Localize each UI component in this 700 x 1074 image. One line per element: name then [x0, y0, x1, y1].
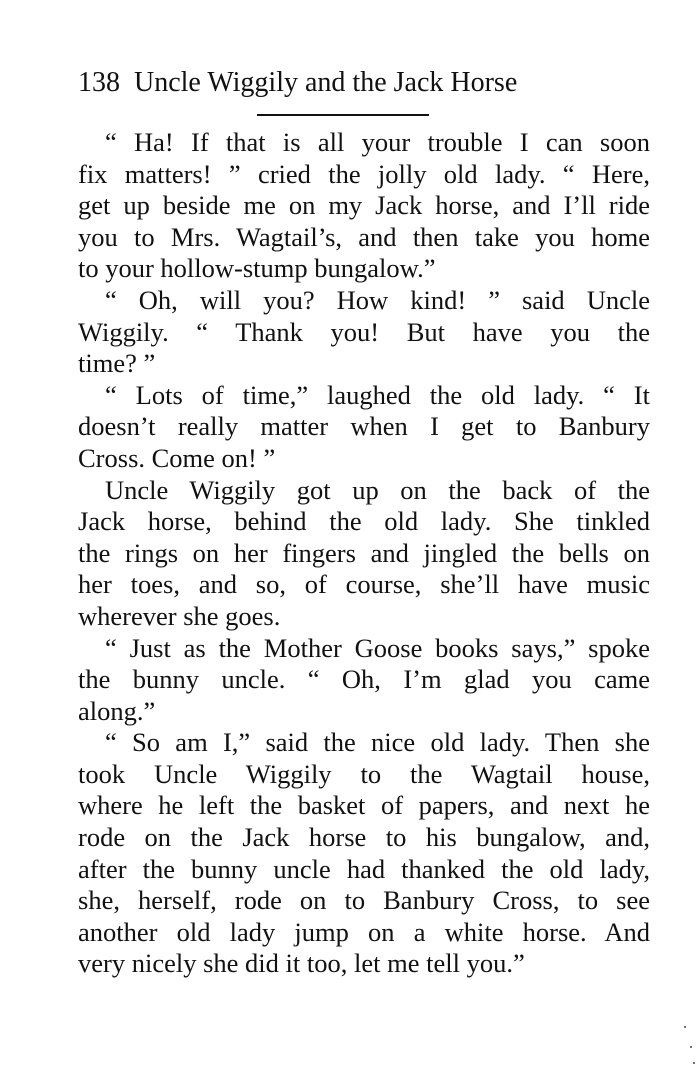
text-line: doesn’t really matter when I get to Banbury	[78, 411, 650, 442]
text-line: you to Mrs. Wagtail’s, and then take you home	[78, 221, 650, 252]
header-rule	[257, 114, 429, 116]
text-line: where he left the basket of papers, and next he	[78, 790, 650, 821]
text-line: wherever she goes.	[78, 600, 281, 631]
text-line: the bunny uncle. “ Oh, I’m glad you came	[78, 664, 650, 695]
text-line: along.”	[78, 695, 156, 726]
page-header	[78, 63, 638, 103]
running-title: Uncle Wiggily and the Jack Horse	[134, 67, 518, 98]
text-line: Cross. Come on! ”	[78, 442, 276, 473]
text-line: her toes, and so, of course, she’ll have music	[78, 569, 650, 600]
text-line: another old lady jump on a white horse. And	[78, 916, 650, 947]
text-line: Uncle Wiggily got up on the back of the	[105, 474, 650, 505]
page-number: 138	[78, 67, 120, 98]
print-speck	[693, 1062, 695, 1064]
text-line: the rings on her fingers and jingled the bells on	[78, 537, 650, 568]
print-speck	[684, 1026, 686, 1028]
text-line: Jack horse, behind the old lady. She tinkled	[78, 506, 650, 537]
body-text	[78, 127, 650, 980]
text-line: time? ”	[78, 348, 156, 379]
print-speck	[690, 1046, 692, 1048]
text-line: “ Oh, will you? How kind! ” said Uncle	[105, 284, 650, 315]
text-line: to your hollow-stump bungalow.”	[78, 253, 436, 284]
text-line: “ Lots of time,” laughed the old lady. “ It	[105, 379, 650, 410]
text-line: get up beside me on my Jack horse, and I’ll ride	[78, 190, 650, 221]
text-line: “ Just as the Mother Goose books says,” spoke	[105, 632, 650, 663]
text-line: took Uncle Wiggily to the Wagtail house,	[78, 758, 650, 789]
text-line: fix matters! ” cried the jolly old lady. “ Here,	[78, 158, 650, 189]
text-line: “ Ha! If that is all your trouble I can soon	[105, 127, 650, 157]
text-line: “ So am I,” said the nice old lady. Then she	[105, 727, 650, 758]
text-line: very nicely she did it too, let me tell you.”	[78, 948, 525, 979]
text-line: Wiggily. “ Thank you! But have you the	[78, 316, 650, 347]
text-line: after the bunny uncle had thanked the old lady,	[78, 853, 650, 884]
text-line: she, herself, rode on to Banbury Cross, to see	[78, 885, 650, 916]
text-line: rode on the Jack horse to his bungalow, and,	[78, 822, 650, 853]
